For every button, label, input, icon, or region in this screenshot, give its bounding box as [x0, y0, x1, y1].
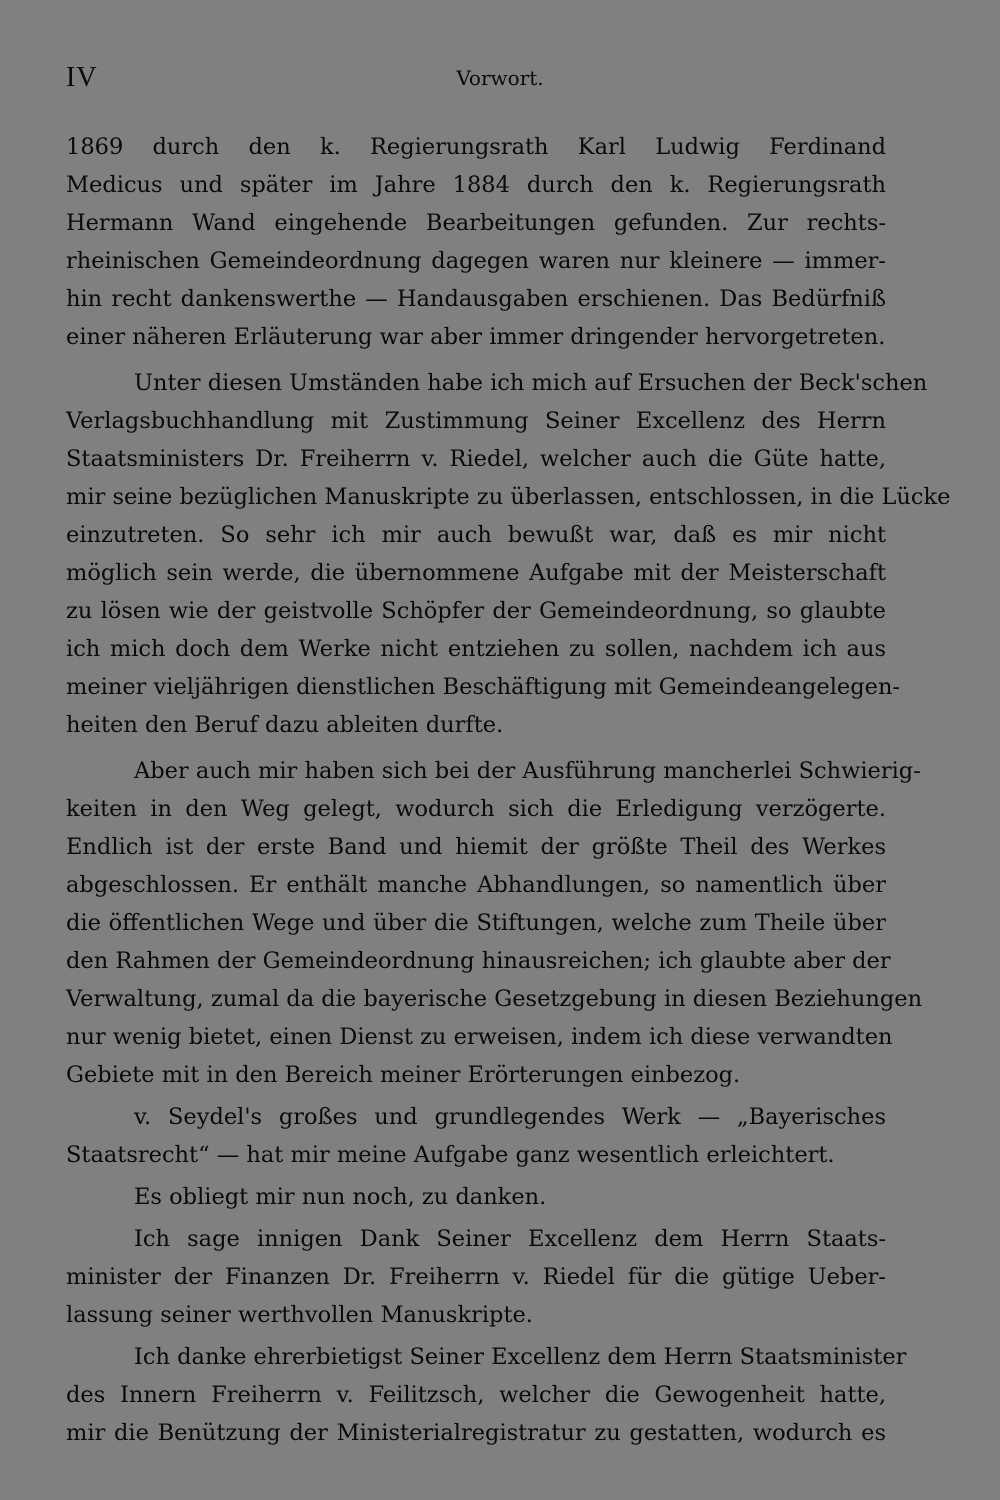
- text-line: v. Seydel's großes und grundlegendes Werk — „Bayerisches: [134, 1104, 886, 1130]
- text-line: heiten den Beruf dazu ableiten durfte.: [66, 712, 504, 738]
- text-line: 1869 durch den k. Regierungsrath Karl Ludwig Ferdinand: [66, 134, 886, 160]
- text-line: Es obliegt mir nun noch, zu danken.: [134, 1184, 547, 1210]
- page-number: IV: [66, 62, 98, 93]
- text-line: lassung seiner werthvollen Manuskripte.: [66, 1302, 533, 1328]
- text-line: einzutreten. So sehr ich mir auch bewußt war, daß es mir nicht: [66, 522, 886, 548]
- text-line: Staatsrecht“ — hat mir meine Aufgabe ganz wesentlich erleichtert.: [66, 1142, 835, 1168]
- text-line: Ich sage innigen Dank Seiner Excellenz dem Herrn Staats-: [134, 1226, 886, 1252]
- text-line: Ich danke ehrerbietigst Seiner Excellenz dem Herrn Staatsminister: [134, 1344, 907, 1370]
- text-line: möglich sein werde, die übernommene Aufgabe mit der Meisterschaft: [66, 560, 886, 586]
- text-line: einer näheren Erläuterung war aber immer dringender hervorgetreten.: [66, 324, 886, 350]
- text-line: rheinischen Gemeindeordnung dagegen waren nur kleinere — immer-: [66, 248, 886, 274]
- text-line: keiten in den Weg gelegt, wodurch sich die Erledigung verzögerte.: [66, 796, 886, 822]
- text-line: des Innern Freiherrn v. Feilitzsch, welcher die Gewogenheit hatte,: [66, 1382, 886, 1408]
- text-line: meiner vieljährigen dienstlichen Beschäftigung mit Gemeindeangelegen-: [66, 674, 901, 700]
- text-line: hin recht dankenswerthe — Handausgaben erschienen. Das Bedürfniß: [66, 286, 886, 312]
- text-line: Endlich ist der erste Band und hiemit der größte Theil des Werkes: [66, 834, 886, 860]
- text-line: nur wenig bietet, einen Dienst zu erweisen, indem ich diese verwandten: [66, 1024, 893, 1050]
- text-line: Staatsministers Dr. Freiherrn v. Riedel, welcher auch die Güte hatte,: [66, 446, 886, 472]
- text-line: zu lösen wie der geistvolle Schöpfer der Gemeindeordnung, so glaubte: [66, 598, 886, 624]
- text-line: mir seine bezüglichen Manuskripte zu überlassen, entschlossen, in die Lücke: [66, 484, 951, 510]
- text-line: Verwaltung, zumal da die bayerische Gesetzgebung in diesen Beziehungen: [66, 986, 923, 1012]
- text-line: ich mich doch dem Werke nicht entziehen zu sollen, nachdem ich aus: [66, 636, 886, 662]
- text-line: minister der Finanzen Dr. Freiherrn v. Riedel für die gütige Ueber-: [66, 1264, 886, 1290]
- text-line: Hermann Wand eingehende Bearbeitungen gefunden. Zur rechts-: [66, 210, 886, 236]
- text-line: die öffentlichen Wege und über die Stiftungen, welche zum Theile über: [66, 910, 886, 936]
- text-line: den Rahmen der Gemeindeordnung hinausreichen; ich glaubte aber der: [66, 948, 891, 974]
- text-line: mir die Benützung der Ministerialregistratur zu gestatten, wodurch es: [66, 1420, 886, 1446]
- running-title: Vorwort.: [456, 66, 544, 90]
- text-line: abgeschlossen. Er enthält manche Abhandlungen, so namentlich über: [66, 872, 886, 898]
- text-line: Medicus und später im Jahre 1884 durch den k. Regierungsrath: [66, 172, 886, 198]
- text-line: Gebiete mit in den Bereich meiner Erörterungen einbezog.: [66, 1062, 741, 1088]
- text-line: Verlagsbuchhandlung mit Zustimmung Seiner Excellenz des Herrn: [66, 408, 886, 434]
- text-line: Unter diesen Umständen habe ich mich auf Ersuchen der Beck'schen: [134, 370, 928, 396]
- text-line: Aber auch mir haben sich bei der Ausführung mancherlei Schwierig-: [134, 758, 921, 784]
